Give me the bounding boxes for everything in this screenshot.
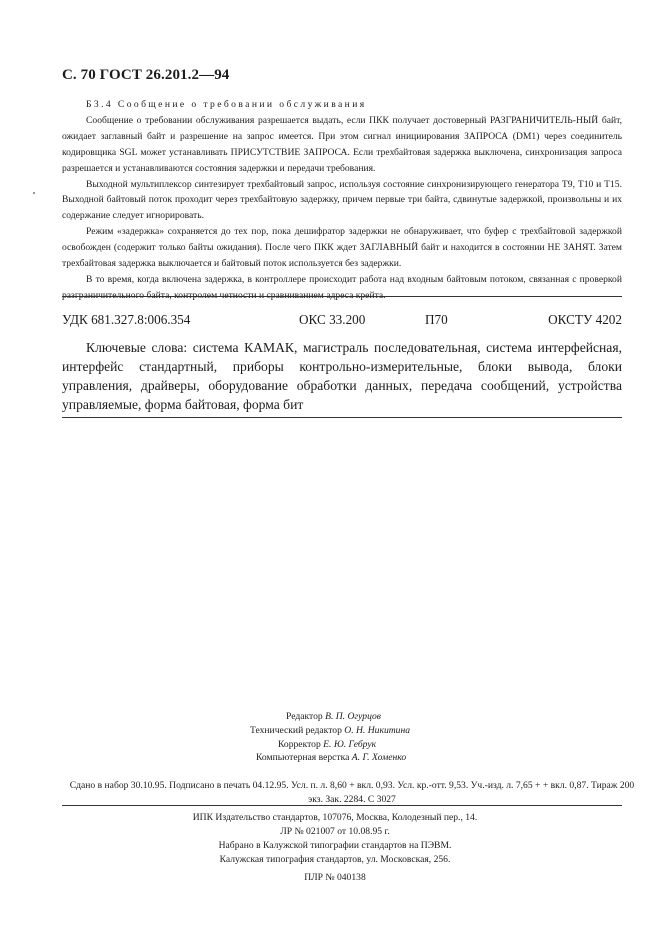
credits-block bbox=[200, 710, 500, 765]
print-info: Сдано в набор 30.10.95. Подписано в печать 04.12.95. Усл. п. л. 8,60 + вкл. 0,93. Усл. кр.-отт. 9,53. Уч.-изд. л. 7,65 + + вкл. 0,87. Тираж 200 экз. Зак. 2284. С 3027 bbox=[69, 780, 635, 805]
credit-role: Компьютерная верстка bbox=[256, 752, 350, 764]
section-title: Б3.4 Сообщение о требовании обслуживания bbox=[86, 99, 367, 110]
credit-row bbox=[200, 724, 500, 738]
oks-code: ОКС 33.200 bbox=[299, 312, 366, 327]
credit-name: В. П. Огурцов bbox=[325, 711, 381, 722]
divider-rule bbox=[62, 417, 622, 418]
credit-name: Е. Ю. Гебрук bbox=[323, 738, 377, 750]
credit-name: А. Г. Хоменко bbox=[351, 752, 407, 764]
section-b3-4 bbox=[62, 97, 622, 304]
keywords-text: Ключевые слова: система КАМАК, магистраль последовательная, система интерфейсная, интерфейс стандартный, приборы контрольно-измерительные, блоки вывода, блоки управления, драйверы, оборудование обработки данных, передача сообщений, устройства управляемые, форма байтовая, форма бит bbox=[62, 340, 622, 412]
divider-rule bbox=[62, 296, 622, 297]
publisher-line: Калужская типография стандартов, ул. Московская, 256. bbox=[219, 853, 451, 865]
section-paragraph: Режим «задержка» сохраняется до тех пор, пока дешифратор задержки не обнаруживает, что буфер с трехбайтовой задержкой освобожден (содержит только байты ожидания). После чего ПКК ждет ЗАГЛАВНЫЙ байт и находится в состоянии НЕ ЗАНЯТ. Затем трехбайтовая задержка выключается и байтовый поток используется без задержки. bbox=[62, 226, 622, 270]
section-paragraph: Выходной мультиплексор синтезирует трехбайтовый запрос, используя состояние синхронизирующего генератора Т9, Т10 и Т15. Выходной байтовый поток проходит через трехбайтовую задержку, причем первые три байта, сдвинутые задержкой, произвольны и их содержание следует игнорировать. bbox=[62, 178, 622, 222]
publisher-line: ЛР № 021007 от 10.08.95 г. bbox=[280, 825, 390, 837]
credit-row bbox=[200, 738, 500, 752]
keywords-block bbox=[62, 338, 622, 414]
publisher-line: ПЛР № 040138 bbox=[304, 871, 366, 883]
group-code: П70 bbox=[425, 312, 448, 327]
udk-code: УДК 681.327.8:006.354 bbox=[62, 312, 191, 327]
section-paragraph: В то время, когда включена задержка, в контроллере происходит работа над входным байтовым потоком, связанная с проверкой разграничительного байта, контролем четности и сравниванием адреса крейта. bbox=[62, 273, 622, 301]
divider-rule bbox=[62, 805, 622, 806]
okstu-code: ОКСТУ 4202 bbox=[548, 312, 622, 327]
page-header: С. 70 ГОСТ 26.201.2—94 bbox=[62, 67, 230, 83]
publisher-block bbox=[150, 811, 520, 885]
publisher-line: Набрано в Калужской типографии стандартов на ПЭВМ. bbox=[218, 839, 452, 851]
publisher-line: ИПК Издательство стандартов, 107076, Москва, Колодезный пер., 14. bbox=[192, 812, 478, 823]
credit-role: Корректор bbox=[278, 738, 321, 750]
classification-row bbox=[62, 312, 622, 330]
credit-row bbox=[200, 710, 500, 724]
credit-row bbox=[200, 751, 500, 765]
credit-role: Редактор bbox=[286, 711, 323, 722]
margin-mark bbox=[33, 192, 35, 194]
credit-role: Технический редактор bbox=[250, 724, 342, 736]
section-paragraph: Сообщение о требовании обслуживания разрешается выдать, если ПКК получает достоверный РАЗГРАНИЧИТЕЛЬ-НЫЙ байт, ожидает заглавный байт и разрешение на запрос имеется. При этом сигнал инициирования ЗАПРОСА (DM1) через соединитель кодировщика SGL может устанавливать ПРИСУТСТВИЕ ЗАПРОСА. Если трехбайтовая задержка выключена, синхронизация запроса разрешается и устанавливаются состояния задержки и передачи требования. bbox=[62, 114, 622, 174]
credit-name: О. Н. Никитина bbox=[344, 724, 411, 736]
